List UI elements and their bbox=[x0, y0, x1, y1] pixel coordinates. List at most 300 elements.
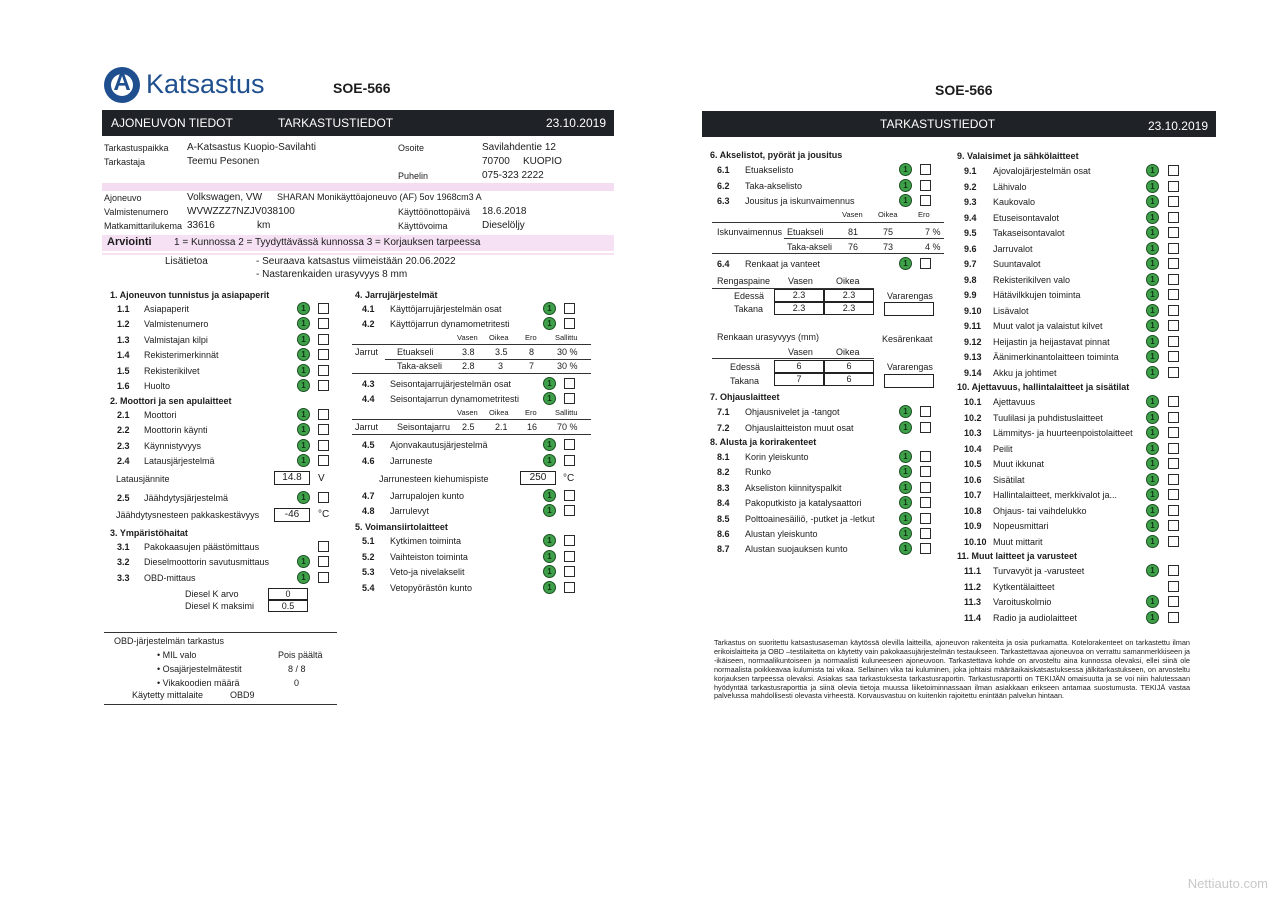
watermark: Nettiauto.com bbox=[1187, 876, 1268, 891]
vehicle-model: SHARAN Monikäyttöajoneuvo (AF) 5ov 1968cm3 A bbox=[277, 192, 482, 202]
shock-rear-diff: 4 % bbox=[925, 242, 941, 252]
item-number: 1.5 bbox=[117, 365, 130, 376]
remark-checkbox[interactable] bbox=[1168, 351, 1179, 362]
remark-checkbox[interactable] bbox=[920, 258, 931, 269]
front-left-value: 3.8 bbox=[462, 347, 475, 357]
item-label: Veto-ja nivelakselit bbox=[390, 567, 465, 577]
rating-ok-icon: 1 bbox=[899, 257, 912, 270]
item-label: Alustan suojauksen kunto bbox=[745, 544, 848, 555]
remark-checkbox[interactable] bbox=[1168, 196, 1179, 207]
shock-front-left: 81 bbox=[848, 227, 859, 237]
license-plate-page2: SOE-566 bbox=[935, 82, 993, 98]
remark-checkbox[interactable] bbox=[318, 318, 329, 329]
pressure-rear-right: 2.3 bbox=[824, 302, 874, 315]
remark-checkbox[interactable] bbox=[1168, 427, 1179, 438]
rating-ok-icon: 1 bbox=[1146, 226, 1159, 239]
item-label: Ajonvakautusjärjestelmä bbox=[390, 440, 488, 450]
remark-checkbox[interactable] bbox=[1168, 520, 1179, 531]
pressure-front-right: 2.3 bbox=[824, 289, 874, 302]
rating-ok-icon: 1 bbox=[543, 534, 556, 547]
remark-checkbox[interactable] bbox=[1168, 336, 1179, 347]
item-label: Jousitus ja iskunvaimennus bbox=[745, 196, 855, 206]
charge-voltage-unit: V bbox=[318, 473, 325, 484]
park-left-value: 2.5 bbox=[462, 422, 475, 432]
rating-ok-icon: 1 bbox=[1146, 273, 1159, 286]
rating-ok-icon: 1 bbox=[1146, 519, 1159, 532]
rating-ok-icon: 1 bbox=[543, 504, 556, 517]
item-label: Jarrupalojen kunto bbox=[390, 491, 465, 501]
remark-checkbox[interactable] bbox=[1168, 258, 1179, 269]
notes-line-2: - Nastarenkaiden urasyvyys 8 mm bbox=[256, 269, 408, 280]
item-label: Jarruvalot bbox=[993, 243, 1033, 254]
remark-checkbox[interactable] bbox=[318, 303, 329, 314]
odometer-unit: km bbox=[257, 220, 271, 231]
item-number: 9.7 bbox=[964, 259, 977, 269]
rating-ok-icon: 1 bbox=[543, 489, 556, 502]
item-label: Käyttöjarrun dynamometritesti bbox=[390, 319, 510, 330]
item-label: Etuseisontavalot bbox=[993, 212, 1060, 223]
shock-col-diff: Ero bbox=[918, 210, 930, 219]
item-label: Kytkentälaitteet bbox=[993, 581, 1055, 592]
rating-ok-icon: 1 bbox=[1146, 211, 1159, 224]
item-number: 3.1 bbox=[117, 542, 130, 552]
section-3-title: 3. Ympäristöhaitat bbox=[110, 528, 188, 538]
item-label: Moottori bbox=[144, 410, 177, 420]
tread-spare-box bbox=[884, 374, 934, 388]
item-number: 4.2 bbox=[362, 319, 375, 330]
remark-checkbox[interactable] bbox=[564, 378, 575, 389]
notes-label: Lisätietoa bbox=[165, 256, 208, 267]
reg-date-value: 18.6.2018 bbox=[482, 206, 527, 217]
item-label: Rekisterikilvet bbox=[144, 365, 200, 376]
park-allowed-value: 70 % bbox=[557, 422, 578, 432]
section-2-title: 2. Moottori ja sen apulaitteet bbox=[110, 396, 232, 406]
item-number: 8.6 bbox=[717, 529, 730, 539]
remark-checkbox[interactable] bbox=[1168, 274, 1179, 285]
obd-codes-value: 0 bbox=[294, 678, 300, 688]
remark-checkbox[interactable] bbox=[564, 582, 575, 593]
rating-ok-icon: 1 bbox=[1146, 195, 1159, 208]
item-label: Akku ja johtimet bbox=[993, 367, 1057, 378]
rating-ok-icon: 1 bbox=[1146, 473, 1159, 486]
odometer-value: 33616 bbox=[187, 220, 215, 231]
remark-checkbox[interactable] bbox=[920, 422, 931, 433]
address-street: Savilahdentie 12 bbox=[482, 142, 556, 153]
park-col-diff: Ero bbox=[525, 408, 537, 417]
tread-front-right: 6 bbox=[824, 360, 874, 373]
shock-front-axle: Etuakseli bbox=[787, 227, 824, 237]
rating-ok-icon: 1 bbox=[297, 555, 310, 568]
rating-ok-icon: 1 bbox=[297, 364, 310, 377]
item-number: 1.6 bbox=[117, 381, 130, 391]
rating-ok-icon: 1 bbox=[1146, 257, 1159, 270]
item-label: Käynnistyvyys bbox=[144, 440, 202, 451]
remark-checkbox[interactable] bbox=[1168, 458, 1179, 469]
address-city: KUOPIO bbox=[523, 156, 562, 167]
item-label: Ohjauslaitteiston muut osat bbox=[745, 422, 854, 433]
item-number: 6.3 bbox=[717, 196, 730, 206]
item-number: 3.3 bbox=[117, 572, 130, 583]
remark-checkbox[interactable] bbox=[1168, 243, 1179, 254]
remark-checkbox[interactable] bbox=[1168, 289, 1179, 300]
remark-checkbox[interactable] bbox=[318, 409, 329, 420]
boil-point-value: 250 bbox=[520, 471, 556, 485]
item-number: 9.4 bbox=[964, 212, 977, 223]
item-label: Pakoputkisto ja katalysaattori bbox=[745, 498, 862, 509]
brake-col-allowed: Sallittu bbox=[555, 333, 578, 342]
remark-checkbox[interactable] bbox=[564, 535, 575, 546]
item-label: Muut mittarit bbox=[993, 536, 1043, 547]
front-allowed-value: 30 % bbox=[557, 347, 578, 357]
section-8-title: 8. Alusta ja korirakenteet bbox=[710, 437, 817, 447]
diesel-kmax-value: 0.5 bbox=[268, 600, 308, 612]
item-label: Kaukovalo bbox=[993, 197, 1036, 207]
pressure-front-left: 2.3 bbox=[774, 289, 824, 302]
remark-checkbox[interactable] bbox=[1168, 212, 1179, 223]
item-label: Sisätilat bbox=[993, 474, 1025, 485]
remark-checkbox[interactable] bbox=[1168, 474, 1179, 485]
park-brake-label: Seisontajarru bbox=[397, 422, 451, 432]
obd-tests-label: • Osajärjestelmätestit bbox=[157, 664, 242, 674]
remark-checkbox[interactable] bbox=[1168, 305, 1179, 316]
item-label: Varoituskolmio bbox=[993, 597, 1052, 607]
item-number: 11.3 bbox=[964, 597, 982, 607]
item-number: 1.3 bbox=[117, 334, 130, 345]
obd-top-line bbox=[104, 632, 337, 633]
obd-device-value: OBD9 bbox=[230, 690, 255, 700]
coolant-unit: °C bbox=[318, 509, 330, 520]
remark-checkbox[interactable] bbox=[318, 492, 329, 503]
item-number: 5.1 bbox=[362, 536, 375, 546]
tread-top-line bbox=[712, 358, 874, 359]
pressure-rear-label: Takana bbox=[734, 304, 764, 314]
shock-table-mid bbox=[784, 238, 944, 239]
fuel-value: Dieselöljy bbox=[482, 220, 525, 231]
station-label: Tarkastuspaikka bbox=[104, 143, 169, 153]
rating-ok-icon: 1 bbox=[297, 454, 310, 467]
item-label: Jarrulevyt bbox=[390, 506, 430, 517]
summer-tires-label: Kesärenkaat bbox=[882, 334, 933, 344]
front-right-value: 3.5 bbox=[495, 347, 508, 357]
item-label: Tuulilasi ja puhdistuslaitteet bbox=[993, 412, 1103, 423]
rating-ok-icon: 1 bbox=[1146, 611, 1159, 624]
remark-checkbox[interactable] bbox=[920, 451, 931, 462]
item-number: 10.7 bbox=[964, 490, 982, 500]
rating-ok-icon: 1 bbox=[1146, 395, 1159, 408]
item-number: 9.8 bbox=[964, 274, 977, 285]
item-number: 10.6 bbox=[964, 474, 982, 485]
remark-checkbox[interactable] bbox=[564, 551, 575, 562]
remark-checkbox[interactable] bbox=[1168, 596, 1179, 607]
rating-ok-icon: 1 bbox=[543, 392, 556, 405]
remark-checkbox[interactable] bbox=[920, 180, 931, 191]
item-label: Alustan yleiskunto bbox=[745, 529, 818, 539]
pressure-spare-box bbox=[884, 302, 934, 316]
brake-col-right: Oikea bbox=[489, 333, 509, 342]
remark-checkbox[interactable] bbox=[564, 303, 575, 314]
remark-checkbox[interactable] bbox=[318, 541, 329, 552]
rating-ok-icon: 1 bbox=[543, 454, 556, 467]
tread-rear-left: 7 bbox=[774, 373, 824, 386]
remark-checkbox[interactable] bbox=[1168, 227, 1179, 238]
shock-table-top bbox=[712, 222, 944, 223]
address-label: Osoite bbox=[398, 143, 425, 153]
section-6-title: 6. Akselistot, pyörät ja jousitus bbox=[710, 150, 843, 160]
rating-ok-icon: 1 bbox=[543, 302, 556, 315]
item-number: 10.8 bbox=[964, 505, 982, 516]
divider-band bbox=[102, 183, 614, 191]
item-number: 5.4 bbox=[362, 582, 375, 593]
shock-front-right: 75 bbox=[883, 227, 894, 237]
item-label: Radio ja audiolaitteet bbox=[993, 612, 1078, 623]
section-1-title: 1. Ajoneuvon tunnistus ja asiapaperit bbox=[110, 290, 270, 300]
diesel-k-value: 0 bbox=[268, 588, 308, 600]
remark-checkbox[interactable] bbox=[318, 556, 329, 567]
inspector-value: Teemu Pesonen bbox=[187, 156, 260, 167]
item-label: Nopeusmittari bbox=[993, 521, 1049, 531]
remark-checkbox[interactable] bbox=[1168, 581, 1179, 592]
rating-ok-icon: 1 bbox=[899, 512, 912, 525]
rating-band-bottom bbox=[102, 253, 614, 255]
remark-checkbox[interactable] bbox=[318, 424, 329, 435]
charge-voltage-value: 14.8 bbox=[274, 471, 310, 485]
remark-checkbox[interactable] bbox=[564, 455, 575, 466]
coolant-value: -46 bbox=[274, 508, 310, 522]
rating-ok-icon: 1 bbox=[1146, 564, 1159, 577]
section-9-title: 9. Valaisimet ja sähkölaitteet bbox=[957, 151, 1079, 161]
item-label: Ajettavuus bbox=[993, 397, 1036, 407]
rating-ok-icon: 1 bbox=[297, 491, 310, 504]
item-number: 5.3 bbox=[362, 567, 375, 577]
rating-ok-icon: 1 bbox=[297, 571, 310, 584]
item-number: 2.4 bbox=[117, 456, 130, 467]
item-label: Ajovalojärjestelmän osat bbox=[993, 166, 1091, 176]
phone-value: 075-323 2222 bbox=[482, 170, 544, 181]
item-number: 2.2 bbox=[117, 425, 130, 436]
item-number: 6.4 bbox=[717, 259, 730, 269]
remark-checkbox[interactable] bbox=[1168, 396, 1179, 407]
remark-checkbox[interactable] bbox=[1168, 412, 1179, 423]
rating-ok-icon: 1 bbox=[297, 333, 310, 346]
park-right-value: 2.1 bbox=[495, 422, 508, 432]
section-11-title: 11. Muut laitteet ja varusteet bbox=[957, 551, 1078, 561]
item-number: 9.3 bbox=[964, 197, 977, 207]
remark-checkbox[interactable] bbox=[920, 497, 931, 508]
remark-checkbox[interactable] bbox=[1168, 489, 1179, 500]
remark-checkbox[interactable] bbox=[1168, 320, 1179, 331]
item-label: Renkaat ja vanteet bbox=[745, 259, 821, 269]
shock-rear-left: 76 bbox=[848, 242, 859, 252]
item-number: 10.10 bbox=[964, 536, 987, 547]
item-number: 10.2 bbox=[964, 412, 982, 423]
notes-line-1: - Seuraava katsastus viimeistään 20.06.2022 bbox=[256, 256, 456, 267]
obd-codes-label: • Vikakoodien määrä bbox=[157, 678, 240, 688]
front-axle-label: Etuakseli bbox=[397, 347, 434, 357]
fuel-label: Käyttövoima bbox=[398, 221, 448, 231]
rear-right-value: 3 bbox=[498, 361, 504, 371]
remark-checkbox[interactable] bbox=[318, 349, 329, 360]
rating-ok-icon: 1 bbox=[297, 423, 310, 436]
item-label: Valmistenumero bbox=[144, 319, 209, 330]
remark-checkbox[interactable] bbox=[318, 334, 329, 345]
remark-checkbox[interactable] bbox=[1168, 367, 1179, 378]
brakes-label: Jarrut bbox=[355, 347, 379, 357]
item-label: Pakokaasujen päästömittaus bbox=[144, 542, 260, 552]
rating-ok-icon: 1 bbox=[543, 438, 556, 451]
remark-checkbox[interactable] bbox=[1168, 536, 1179, 547]
shock-rear-axle: Taka-akseli bbox=[787, 242, 833, 252]
remark-checkbox[interactable] bbox=[318, 572, 329, 583]
item-number: 9.11 bbox=[964, 321, 982, 331]
item-label: Moottorin käynti bbox=[144, 425, 208, 436]
rating-ok-icon: 1 bbox=[1146, 164, 1159, 177]
item-label: Jarruneste bbox=[390, 455, 433, 466]
pressure-col-left: Vasen bbox=[788, 276, 813, 286]
rating-ok-icon: 1 bbox=[1146, 288, 1159, 301]
katsastus-logo-icon: A bbox=[104, 67, 140, 103]
rating-ok-icon: 1 bbox=[1146, 457, 1159, 470]
rating-title: Arviointi bbox=[107, 236, 152, 248]
item-number: 3.2 bbox=[117, 557, 130, 568]
item-number: 10.1 bbox=[964, 397, 982, 407]
pressure-rear-left: 2.3 bbox=[774, 302, 824, 315]
remark-checkbox[interactable] bbox=[564, 490, 575, 501]
item-number: 9.13 bbox=[964, 352, 982, 362]
item-label: Hätävilkkujen toiminta bbox=[993, 290, 1081, 300]
tread-col-left: Vasen bbox=[788, 347, 813, 357]
item-number: 8.3 bbox=[717, 482, 730, 493]
item-label: Rekisterimerkinnät bbox=[144, 350, 219, 361]
item-label: Etuakselisto bbox=[745, 165, 794, 175]
item-label: Äänimerkinantolaitteen toiminta bbox=[993, 352, 1119, 362]
remark-checkbox[interactable] bbox=[1168, 612, 1179, 623]
remark-checkbox[interactable] bbox=[920, 482, 931, 493]
item-label: Takaseisontavalot bbox=[993, 228, 1065, 238]
remark-checkbox[interactable] bbox=[564, 566, 575, 577]
brake-table-top bbox=[352, 344, 591, 345]
rating-ok-icon: 1 bbox=[1146, 411, 1159, 424]
rating-ok-icon: 1 bbox=[899, 194, 912, 207]
tread-col-right: Oikea bbox=[836, 347, 860, 357]
station-value: A-Katsastus Kuopio-Savilahti bbox=[187, 142, 316, 153]
item-number: 5.2 bbox=[362, 551, 375, 562]
remark-checkbox[interactable] bbox=[564, 505, 575, 516]
item-label: Lähivalo bbox=[993, 181, 1027, 192]
remark-checkbox[interactable] bbox=[564, 393, 575, 404]
rating-ok-icon: 1 bbox=[899, 465, 912, 478]
rating-ok-icon: 1 bbox=[543, 377, 556, 390]
remark-checkbox[interactable] bbox=[920, 164, 931, 175]
rating-ok-icon: 1 bbox=[1146, 319, 1159, 332]
rating-ok-icon: 1 bbox=[543, 550, 556, 563]
item-label: Muut valot ja valaistut kilvet bbox=[993, 321, 1103, 331]
item-number: 8.2 bbox=[717, 467, 730, 478]
remark-checkbox[interactable] bbox=[920, 406, 931, 417]
rating-ok-icon: 1 bbox=[297, 302, 310, 315]
rating-ok-icon: 1 bbox=[1146, 535, 1159, 548]
item-number: 4.8 bbox=[362, 506, 375, 517]
rating-ok-icon: 1 bbox=[899, 405, 912, 418]
remark-checkbox[interactable] bbox=[564, 318, 575, 329]
pressure-label: Rengaspaine bbox=[717, 276, 771, 286]
remark-checkbox[interactable] bbox=[920, 466, 931, 477]
item-label: Valmistajan kilpi bbox=[144, 334, 208, 345]
remark-checkbox[interactable] bbox=[920, 195, 931, 206]
item-number: 2.3 bbox=[117, 440, 130, 451]
remark-checkbox[interactable] bbox=[318, 455, 329, 466]
remark-checkbox[interactable] bbox=[1168, 165, 1179, 176]
pressure-spare-label: Vararengas bbox=[887, 291, 933, 301]
remark-checkbox[interactable] bbox=[1168, 443, 1179, 454]
remark-checkbox[interactable] bbox=[1168, 565, 1179, 576]
pressure-front-label: Edessä bbox=[734, 291, 765, 301]
item-number: 4.3 bbox=[362, 379, 375, 389]
remark-checkbox[interactable] bbox=[318, 380, 329, 391]
brake-table-bottom bbox=[352, 373, 591, 374]
item-label: Vaihteiston toiminta bbox=[390, 551, 468, 562]
item-number: 6.1 bbox=[717, 165, 730, 175]
item-label: Ohjausnivelet ja -tangot bbox=[745, 407, 840, 417]
park-brakes-label: Jarrut bbox=[355, 422, 379, 432]
diesel-k-label: Diesel K arvo bbox=[185, 589, 239, 599]
remark-checkbox[interactable] bbox=[564, 439, 575, 450]
item-label: Akseliston kiinnityspalkit bbox=[745, 482, 842, 493]
item-number: 9.14 bbox=[964, 367, 982, 378]
rating-ok-icon: 1 bbox=[1146, 366, 1159, 379]
item-number: 4.6 bbox=[362, 455, 375, 466]
shock-table-bottom bbox=[712, 253, 944, 254]
remark-checkbox[interactable] bbox=[318, 365, 329, 376]
rating-ok-icon: 1 bbox=[1146, 488, 1159, 501]
remark-checkbox[interactable] bbox=[318, 440, 329, 451]
item-label: Rekisterikilven valo bbox=[993, 274, 1071, 285]
tread-rear-label: Takana bbox=[730, 376, 760, 386]
remark-checkbox[interactable] bbox=[1168, 505, 1179, 516]
item-label: Kytkimen toiminta bbox=[390, 536, 462, 546]
vehicle-label: Ajoneuvo bbox=[104, 193, 142, 203]
item-label: Huolto bbox=[144, 381, 171, 391]
inspection-info-title-page2: TARKASTUSTIEDOT bbox=[880, 117, 996, 131]
item-number: 9.12 bbox=[964, 336, 982, 347]
park-table-bottom bbox=[352, 434, 591, 435]
inspector-label: Tarkastaja bbox=[104, 157, 146, 167]
remark-checkbox[interactable] bbox=[920, 528, 931, 539]
shock-col-right: Oikea bbox=[878, 210, 898, 219]
tread-label: Renkaan urasyvyys (mm) bbox=[717, 332, 820, 342]
remark-checkbox[interactable] bbox=[920, 513, 931, 524]
item-label: Muut ikkunat bbox=[993, 459, 1045, 469]
item-label: Peilit bbox=[993, 443, 1013, 454]
inspection-date: 23.10.2019 bbox=[545, 116, 606, 130]
item-number: 10.5 bbox=[964, 459, 982, 469]
coolant-label: Jäähdytysnesteen pakkaskestävyys bbox=[116, 510, 260, 520]
item-label: Käyttöjarrujärjestelmän osat bbox=[390, 304, 502, 314]
rating-ok-icon: 1 bbox=[297, 317, 310, 330]
vin-label: Valmistenumero bbox=[104, 207, 169, 217]
park-col-right: Oikea bbox=[489, 408, 509, 417]
shock-col-left: Vasen bbox=[842, 210, 863, 219]
item-label: Dieselmoottorin savutusmittaus bbox=[144, 557, 270, 568]
item-number: 8.5 bbox=[717, 513, 730, 524]
tread-spare-label: Vararengas bbox=[887, 362, 933, 372]
item-label: Jäähdytysjärjestelmä bbox=[144, 493, 229, 503]
brake-col-diff: Ero bbox=[525, 333, 537, 342]
item-label: Hallintalaitteet, merkkivalot ja... bbox=[993, 490, 1118, 500]
remark-checkbox[interactable] bbox=[920, 543, 931, 554]
rating-ok-icon: 1 bbox=[899, 481, 912, 494]
remark-checkbox[interactable] bbox=[1168, 181, 1179, 192]
item-number: 8.1 bbox=[717, 452, 730, 462]
